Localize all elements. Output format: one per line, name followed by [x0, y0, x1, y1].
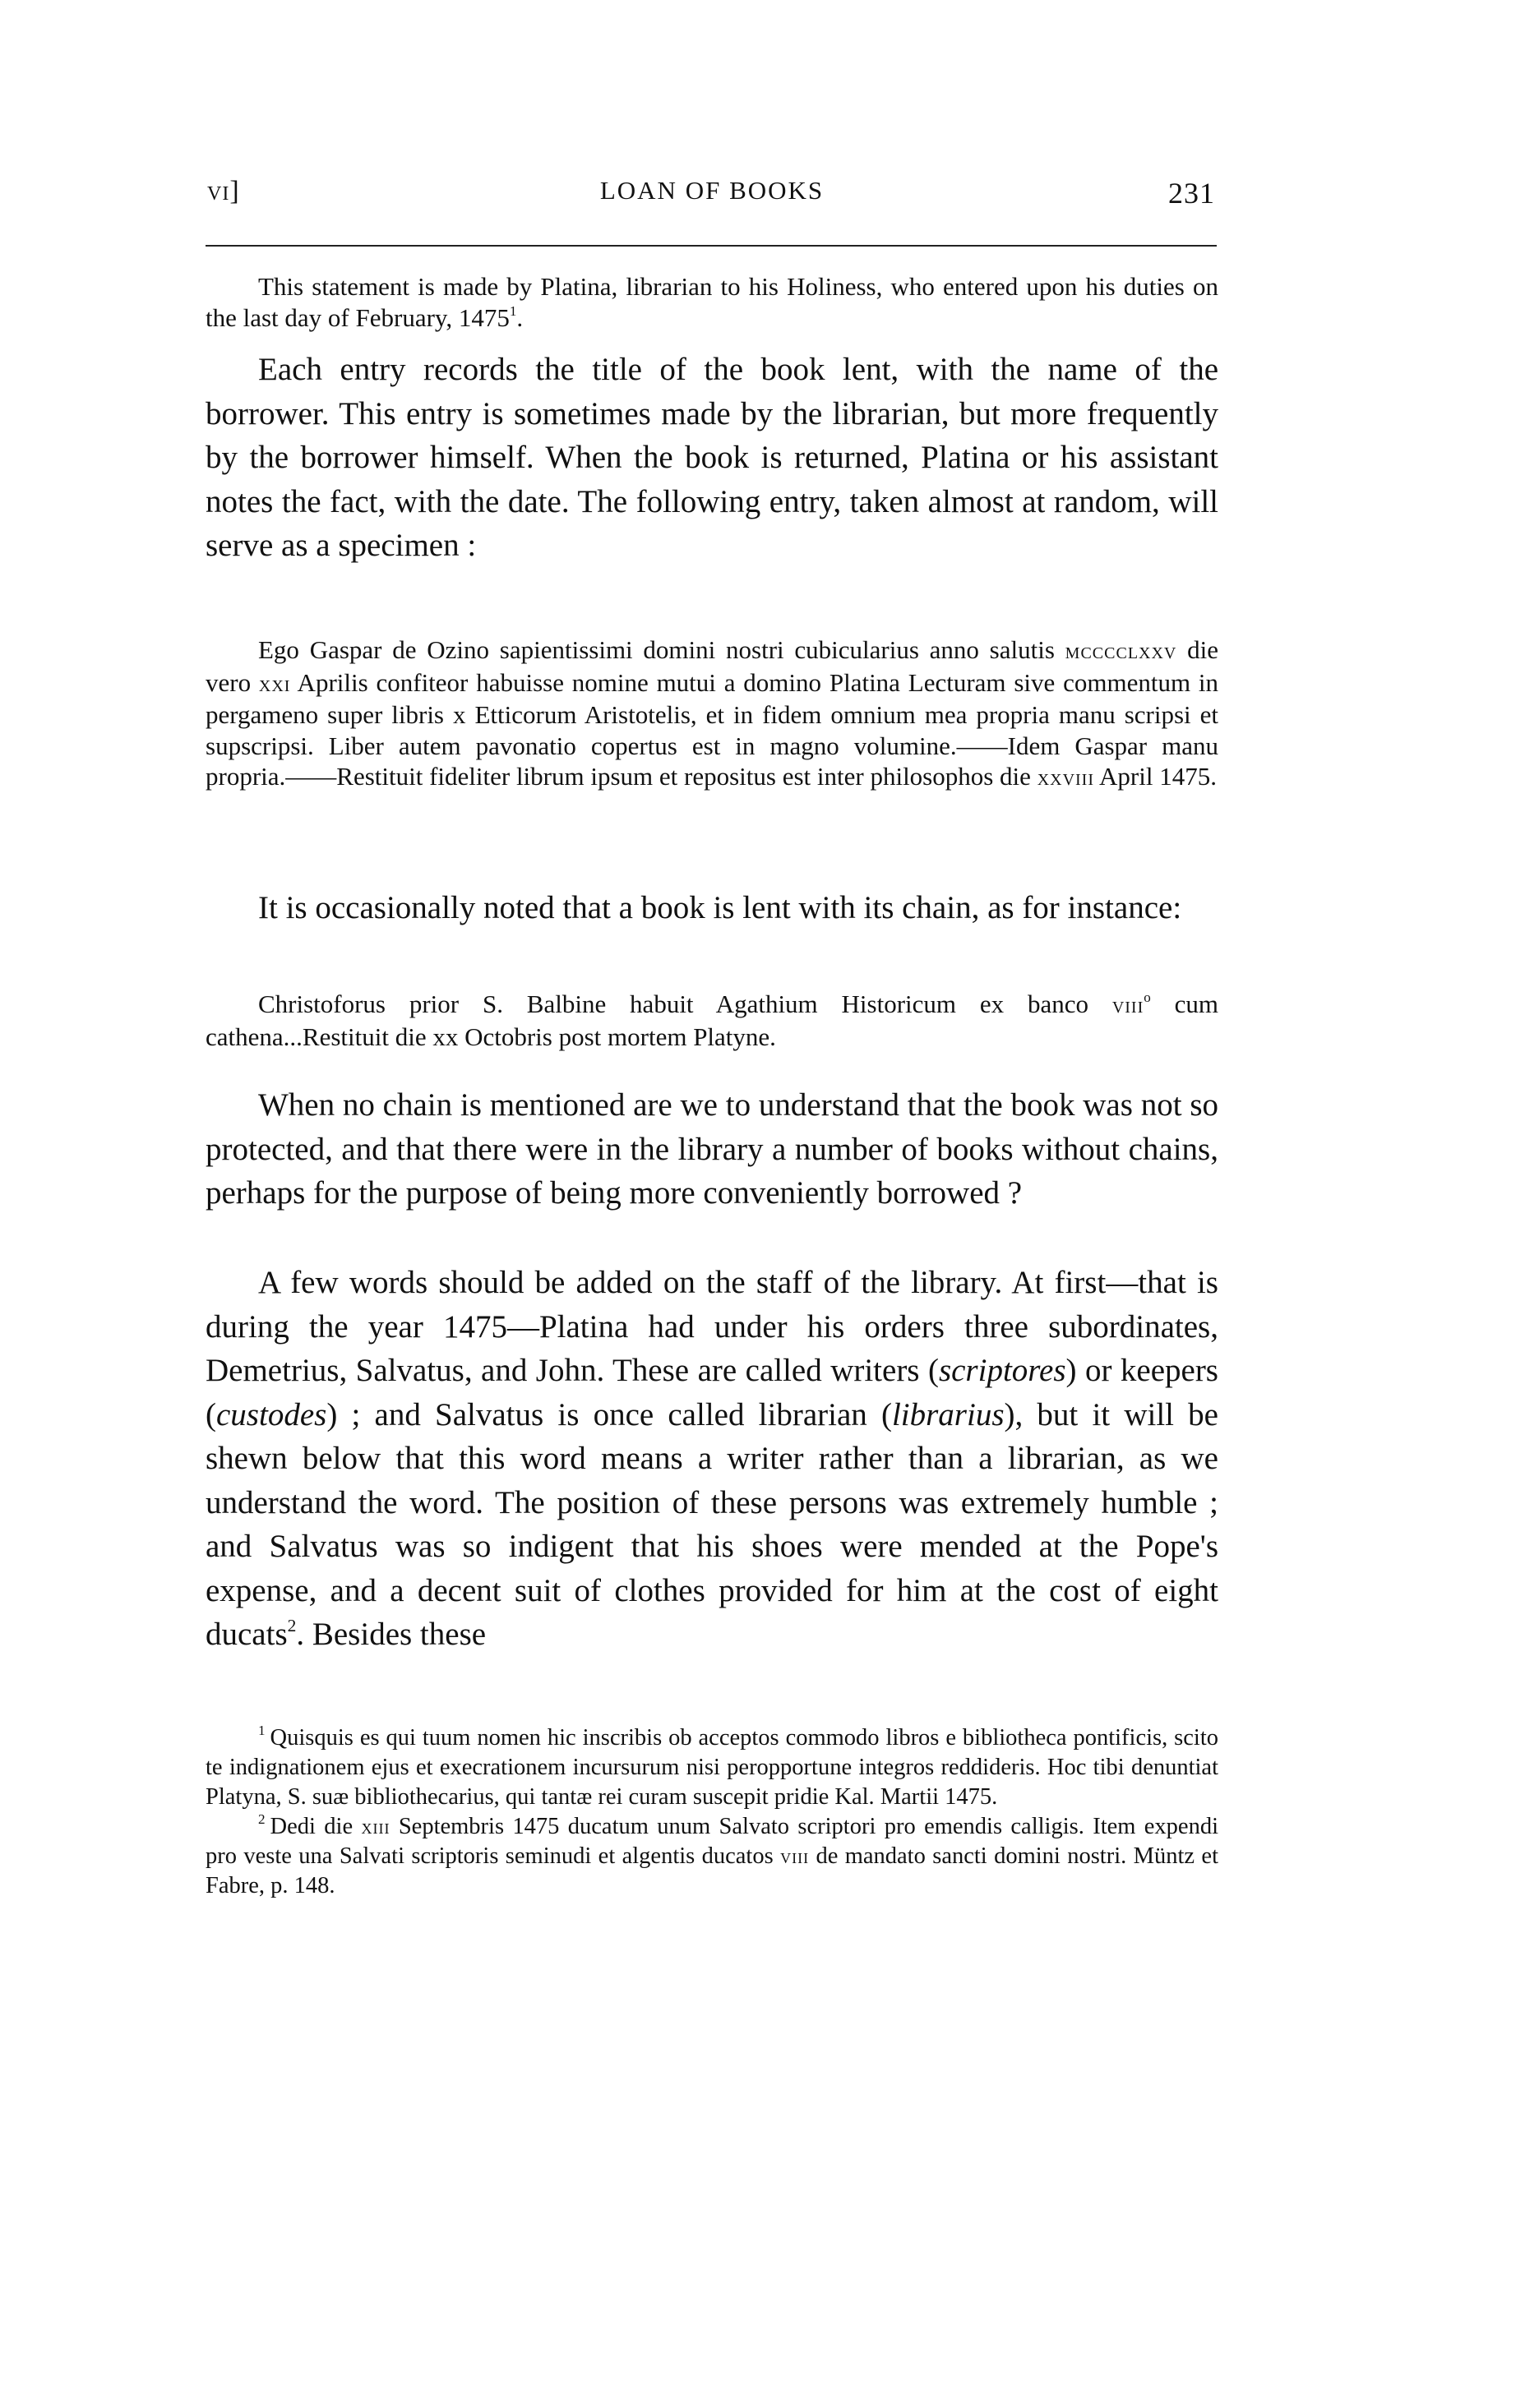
paragraph-4: When no chain is mentioned are we to understand that the book was not so protected, and that there were in the library a number of books without chains, perhaps for the purpose of being more conveniently borrowed ? — [206, 1087, 1218, 1211]
roman-numeral-year: mcccclxxv — [1065, 639, 1177, 664]
footnote-ref-2[interactable]: 2 — [287, 1615, 297, 1635]
paragraph-5-text: ) ; and Salvatus is once called librarian ( — [326, 1396, 892, 1432]
paragraph-5-text: . Besides these — [296, 1617, 487, 1652]
paragraph-1-text: This statement is made by Platina, librarian to his Holiness, who entered upon his duties on the last day of February, 1475 — [206, 272, 1218, 332]
paragraph-5-text: ) or keepers ( — [206, 1353, 1218, 1432]
quote-loan-entry — [206, 634, 1218, 794]
footnote-2-mark: 2 — [258, 1811, 266, 1828]
footnotes — [206, 1723, 1218, 1901]
footnote-1-mark: 1 — [258, 1723, 266, 1739]
paragraph-5-text: A few words should be added on the staff of the library. At first—that is during the year 1475—Platina had under his orders three subordinates, Demetrius, Salvatus, and John. These are called writers ( — [206, 1265, 1218, 1388]
roman-numeral-day: xiii — [361, 1815, 390, 1838]
roman-numeral-return-day: xxviii — [1037, 765, 1094, 791]
ordinal-superscript: o — [1144, 989, 1151, 1006]
footnote-1-text: Quisquis es qui tuum nomen hic inscribis ob acceptos commodo libros e bibliotheca pontificis, scito te indignationem ejus et execrationem incursurum nisi peropportune integros reddideris. Hoc tibi denuntiat Platyna, S. suæ bibliothecarius, qui tantæ rei curam suscepit pridie Kal. Martii 1475. — [206, 1725, 1218, 1810]
paragraph-3: It is occasionally noted that a book is lent with its chain, as for instance: — [258, 890, 1182, 925]
running-head — [206, 176, 1218, 217]
footnote-1 — [206, 1723, 1218, 1812]
header-rule — [206, 245, 1217, 247]
quote-chain-entry — [206, 989, 1218, 1052]
paragraph-5-text: ), but it will be shewn below that this word means a writer rather than a librarian, as we understand the word. The position of these persons was extremely humble ; and Salvatus was so indigent that his shoes were mended at the Pope's expense, and a decent suit of clothes provided for him at the cost of eight ducats — [206, 1396, 1218, 1652]
footnote-2-text: Septembris 1475 ducatum unum Salvato scriptori pro emendis calligis. Item expendi pro veste una Salvati scriptoris seminudi et algentis ducatos — [206, 1814, 1218, 1869]
chapter-number: vi] — [207, 176, 240, 206]
roman-numeral-ducats: viii — [780, 1844, 810, 1868]
quote-1-text: die vero — [206, 635, 1219, 697]
running-title: LOAN OF BOOKS — [599, 176, 825, 205]
term-custodes: custodes — [216, 1396, 327, 1432]
quote-1-text: Ego Gaspar de Ozino sapientissimi domini nostri cubicularius anno salutis — [258, 635, 1065, 664]
paragraph-1-end: . — [516, 302, 524, 332]
paragraph-1 — [206, 271, 1218, 333]
term-librarius: librarius — [891, 1396, 1005, 1432]
quote-1-text: April 1475. — [1094, 762, 1217, 791]
footnote-2-text: Dedi die — [270, 1814, 362, 1839]
page-number: 231 — [1168, 177, 1215, 210]
quote-1-text: Aprilis confiteor habuisse nomine mutui a domino Platina Lecturam sive commentum in pergameno super libris x Etticorum Aristotelis, et in fidem omnium mea propria manu scripsi et supscripsi. Liber autem pavonatio copertus est in magno volumine.——Idem Gaspar manu propria.——Restituit fideliter librum ipsum et repositus est inter philosophos die — [206, 667, 1218, 791]
paragraph-2: Each entry records the title of the book lent, with the name of the borrower. This entry is sometimes made by the librarian, but more frequently by the borrower himself. When the book is returned, Platina or his assistant notes the fact, with the date. The following entry, taken almost at random, will serve as a specimen : — [206, 352, 1218, 563]
roman-numeral-day: xxi — [258, 671, 291, 697]
footnote-2-text: de mandato sancti domini nostri. Müntz et Fabre, p. 148. — [206, 1843, 1218, 1898]
term-scriptores: scriptores — [938, 1353, 1066, 1388]
footnote-ref-1[interactable]: 1 — [509, 302, 517, 319]
quote-2-text: cum cathena...Restituit die xx Octobris post mortem Platyne. — [206, 989, 1219, 1051]
paragraph-5 — [206, 1261, 1218, 1657]
roman-numeral-bench: viii — [1111, 993, 1144, 1018]
footnote-2 — [206, 1812, 1218, 1901]
quote-2-text: Christoforus prior S. Balbine habuit Agathium Historicum ex banco — [258, 989, 1112, 1018]
